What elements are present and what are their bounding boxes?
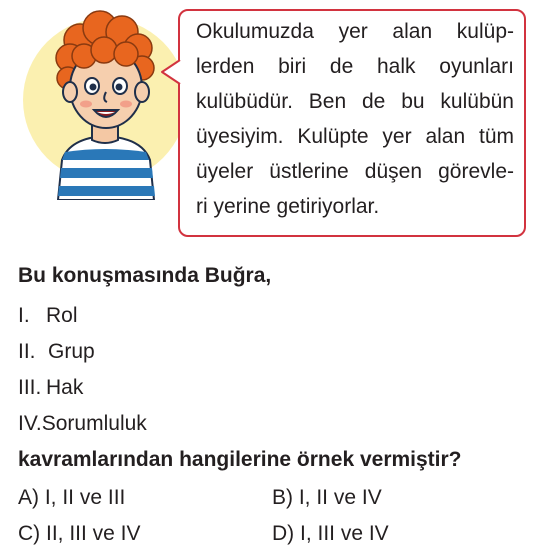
concept-list [18, 298, 147, 442]
speech-bubble-text [196, 14, 514, 224]
question-intro: Bu konuşmasında Buğra, [18, 264, 272, 287]
item-numeral: III. [18, 376, 42, 399]
option-d[interactable]: D) I, III ve IV [272, 522, 389, 545]
option-b[interactable]: B) I, II ve IV [272, 486, 382, 509]
question-ending: kavramlarından hangilerine örnek vermiştir? [18, 448, 462, 471]
item-numeral: I. [18, 304, 30, 327]
bubble-line: ri yerine getiriyorlar. [196, 195, 380, 218]
list-item [18, 370, 147, 406]
shirt-stripes [58, 149, 155, 196]
bubble-line: üyesiyim. Kulüpte yer alan tüm [196, 125, 514, 148]
item-numeral: IV. [18, 412, 42, 435]
item-numeral: II. [18, 340, 36, 363]
boy-illustration [10, 0, 180, 200]
item-text: Hak [46, 376, 84, 399]
bubble-line: lerden biri de halk oyunları [196, 55, 514, 78]
option-c[interactable]: C) II, III ve IV [18, 522, 141, 545]
option-a[interactable]: A) I, II ve III [18, 486, 126, 509]
list-item [18, 406, 147, 442]
speech-bubble-tail [160, 58, 184, 86]
item-text: Rol [46, 304, 78, 327]
item-text: Sorumluluk [41, 412, 147, 435]
bubble-line: kulübüdür. Ben de bu kulübün [196, 90, 514, 113]
item-text: Grup [48, 340, 95, 363]
bubble-line: üyeler üstlerine düşen görevle- [196, 160, 514, 183]
list-item [18, 334, 147, 370]
bubble-line: Okulumuzda yer alan kulüp- [196, 20, 514, 43]
list-item [18, 298, 147, 334]
